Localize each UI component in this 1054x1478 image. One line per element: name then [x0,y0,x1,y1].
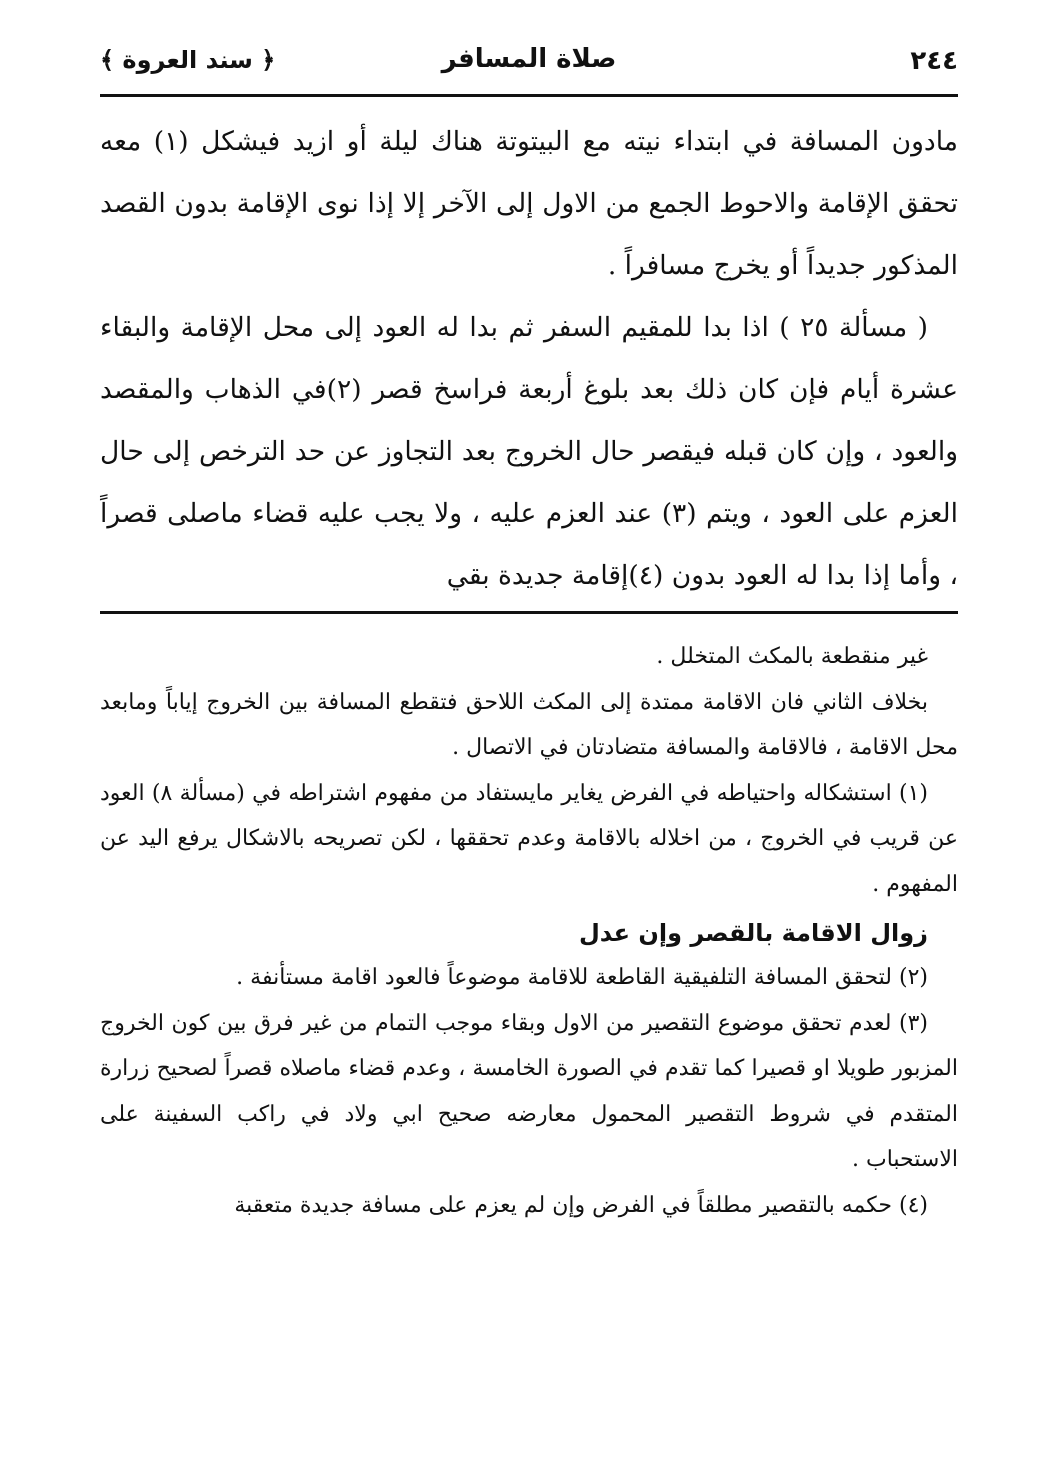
footnote-1: (١) استشكاله واحتياطه في الفرض يغاير مايستفاد من مفهوم اشتراطه في (مسألة ٨) العود عن قريب في الخروج ، من اخلاله بالاقامة وعدم تحققها ، لكن تصريحه بالاشكال يرفع اليد عن المفهوم . [100,780,958,897]
page-number: ٢٤٤ [910,46,958,76]
footnote-2: (٢) لتحقق المسافة التلفيقية القاطعة للاقامة موضوعاً فالعود اقامة مستأنفة . [236,965,928,990]
header-rule [100,94,958,97]
footnotes [100,634,958,1228]
footnote-3: (٣) لعدم تحقق موضوع التقصير من الاول وبقاء موجب التمام من غير فرق بين كون الخروج المزبور طويلا او قصيرا كما تقدم في الصورة الخامسة ، وعدم قضاء ماصلاه قصراً لصحيح زرارة المتقدم في شروط التقصير المحمول معارضه صحيح ابي ولاد في راكب السفينة على الاستحباب . [100,1010,958,1172]
footnote-continuation-2: بخلاف الثاني فان الاقامة ممتدة إلى المكث اللاحق فتقطع المسافة بين الخروج إياباً ومابعد محل الاقامة ، فالاقامة والمسافة متضادتان في الاتصال . [100,689,958,760]
footnote-continuation-1: غير منقطعة بالمكث المتخلل . [656,644,928,669]
footnote-heading: زوال الاقامة بالقصر وإن عدل [578,919,928,947]
page-header [100,40,958,90]
main-paragraph-masala-25: ( مسألة ٢٥ ) اذا بدا للمقيم السفر ثم بدا له العود إلى محل الإقامة والبقاء عشرة أيام فإن كان ذلك بعد بلوغ أربعة فراسخ قصر (٢)في الذهاب والمقصد والعود ، وإن كان قبله فيقصر حال الخروج بعد التجاوز عن حد الترخص إلى حال العزم على العود ، ويتم (٣) عند العزم عليه ، ولا يجب عليه قضاء ماصلى قصراً ، وأما إذا بدا له العود بدون (٤)إقامة جديدة بقي [100,312,959,591]
book-title: ﴿ سند العروة ﴾ [100,46,276,74]
main-paragraph-1: مادون المسافة في ابتداء نيته مع البيتوتة هناك ليلة أو ازيد فيشكل (١) معه تحقق الإقامة والاحوط الجمع من الاول إلى الآخر إلا إذا نوى الإقامة بدون القصد المذكور جديداً أو يخرج مسافراً . [100,126,958,281]
chapter-title: صلاة المسافر [441,44,617,74]
main-text [100,111,958,607]
footnote-separator [100,611,958,614]
book-page [100,40,958,1450]
footnote-4: (٤) حكمه بالتقصير مطلقاً في الفرض وإن لم يعزم على مسافة جديدة متعقبة [234,1192,928,1218]
